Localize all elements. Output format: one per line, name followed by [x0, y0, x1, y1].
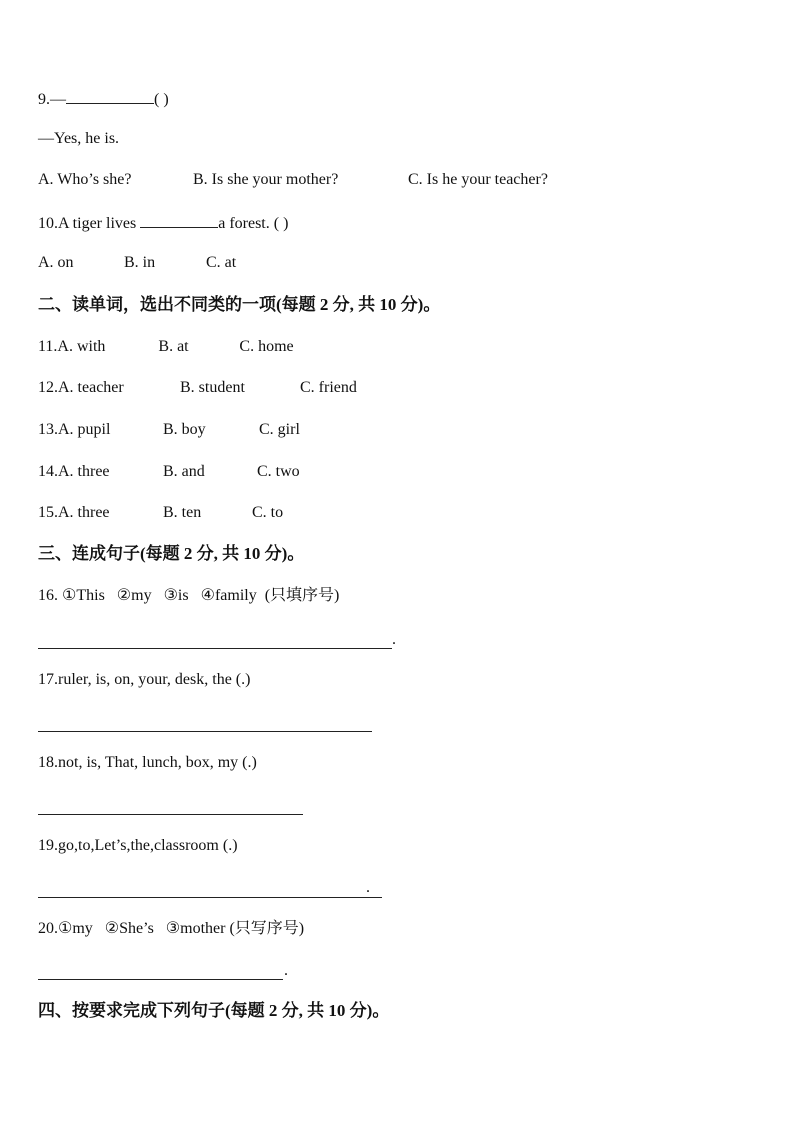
- q20-prompt: 20.①my ②She’s ③mother (只写序号): [38, 920, 305, 937]
- q13-line: [38, 420, 300, 440]
- q9-options: [38, 170, 548, 190]
- q9-number: 9.: [38, 91, 50, 108]
- q9-option-a: A. Who’s she?: [38, 171, 132, 188]
- q16-answer-line: [38, 648, 392, 649]
- q9-paren: ( ): [154, 91, 169, 108]
- q12-number: 12.: [38, 379, 58, 396]
- q12-line: [38, 378, 357, 398]
- q10-answer-blank: [140, 212, 218, 228]
- q13-option-a: A. pupil: [58, 421, 111, 438]
- q15-number: 15.: [38, 504, 58, 521]
- q18-answer-line: [38, 814, 303, 815]
- q16-period: .: [392, 631, 396, 648]
- q19-prompt: 19.go,to,Let’s,the,classroom (.): [38, 837, 238, 854]
- q9-option-c: C. Is he your teacher?: [408, 171, 548, 188]
- q10-line: [38, 212, 288, 234]
- q13-option-b: B. boy: [163, 421, 206, 438]
- q11-number: 11.: [38, 338, 58, 355]
- q11-line: [38, 337, 294, 357]
- q10-text-after: a forest. ( ): [218, 215, 289, 232]
- q10-text-before: 10.A tiger lives: [38, 215, 141, 232]
- q12-option-a: A. teacher: [58, 379, 124, 396]
- q15-line: [38, 503, 283, 523]
- q9-option-b: B. Is she your mother?: [193, 171, 339, 188]
- q11-option-b: B. at: [158, 338, 189, 355]
- q15-option-b: B. ten: [163, 504, 202, 521]
- q14-line: [38, 462, 300, 482]
- q20-answer-line: [38, 979, 283, 980]
- q9-line: [38, 88, 169, 110]
- q11-option-a: A. with: [57, 338, 106, 355]
- q10-option-a: A. on: [38, 254, 74, 271]
- q11-option-c: C. home: [239, 338, 294, 355]
- q14-option-c: C. two: [257, 463, 300, 480]
- q14-option-b: B. and: [163, 463, 205, 480]
- q13-number: 13.: [38, 421, 58, 438]
- q9-dash: —: [50, 91, 66, 108]
- q13-option-c: C. girl: [259, 421, 300, 438]
- q19-answer-line-tail: [372, 897, 382, 898]
- q16-prompt: 16. ①This ②my ③is ④family (只填序号): [38, 587, 340, 604]
- section4-heading: 四、按要求完成下列句子(每题 2 分, 共 10 分)。: [38, 1001, 390, 1020]
- q14-number: 14.: [38, 463, 58, 480]
- section2-heading: 二、读单词，选出不同类的一项(每题 2 分, 共 10 分)。: [38, 295, 441, 314]
- q17-prompt: 17.ruler, is, on, your, desk, the (.): [38, 671, 251, 688]
- section3-heading: 三、连成句子(每题 2 分, 共 10 分)。: [38, 544, 305, 563]
- q15-option-c: C. to: [252, 504, 284, 521]
- q19-period: .: [366, 879, 370, 896]
- q18-prompt: 18.not, is, That, lunch, box, my (.): [38, 754, 257, 771]
- q10-options: [38, 253, 236, 273]
- q19-answer-line: [38, 897, 382, 898]
- q12-option-c: C. friend: [300, 379, 357, 396]
- q15-option-a: A. three: [58, 504, 110, 521]
- q14-option-a: A. three: [58, 463, 110, 480]
- q17-answer-line: [38, 731, 372, 732]
- q10-option-b: B. in: [124, 254, 156, 271]
- q9-answer-blank: [66, 88, 154, 104]
- q12-option-b: B. student: [180, 379, 245, 396]
- q20-period: .: [284, 962, 288, 979]
- q9-response: —Yes, he is.: [38, 130, 120, 147]
- q10-option-c: C. at: [206, 254, 237, 271]
